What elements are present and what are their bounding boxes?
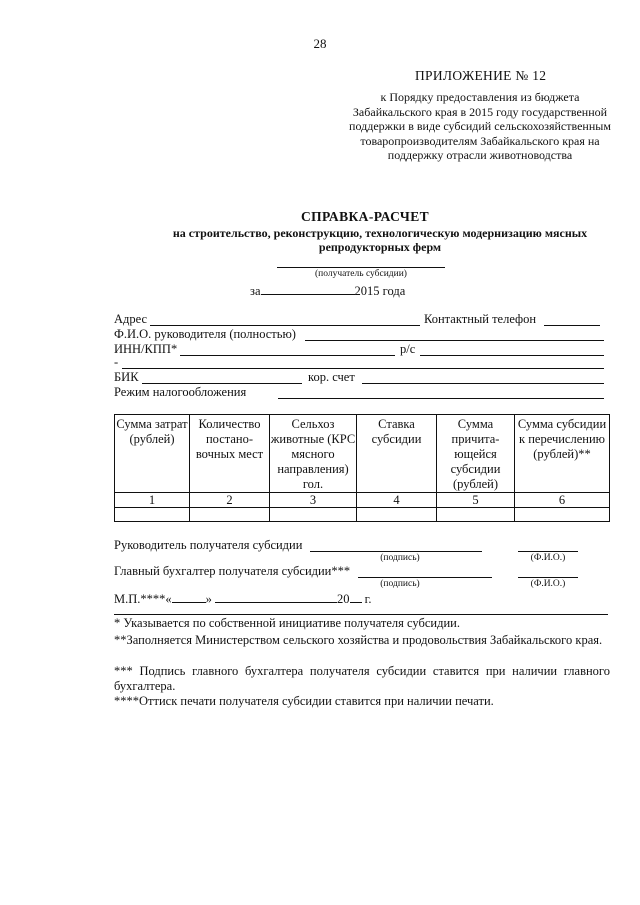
table-cell[interactable] (437, 508, 515, 522)
table-cell[interactable] (357, 508, 437, 522)
header-livestock: Сельхоз животные (КРС мясного направления) гол. (270, 415, 357, 493)
footnote-3: *** Подпись главного бухгалтера получателя субсидии ставится при наличии главного бухгалтера. (114, 664, 610, 693)
account-label: р/с (400, 342, 416, 356)
corr-account-label: кор. счет (308, 370, 355, 384)
head-name-input[interactable] (518, 551, 578, 552)
column-number: 6 (515, 493, 610, 508)
header-rate: Ставка субсидии (357, 415, 437, 493)
table-cell[interactable] (515, 508, 610, 522)
head-signature-input[interactable] (310, 551, 482, 552)
recipient-line[interactable] (277, 267, 445, 268)
inn-label: ИНН/КПП* (114, 342, 178, 356)
table-cell[interactable] (270, 508, 357, 522)
stamp-month-input[interactable] (215, 602, 337, 603)
document-title: СПРАВКА-РАСЧЕТ (300, 209, 430, 224)
table-cell[interactable] (190, 508, 270, 522)
footnote-4: ****Оттиск печати получателя субсидии ставится при наличии печати. (114, 694, 494, 708)
stamp-suffix: г. (364, 592, 372, 606)
column-number: 4 (357, 493, 437, 508)
period-prefix: за (250, 284, 261, 298)
accountant-name-caption: (Ф.И.О.) (530, 579, 566, 589)
period-input[interactable] (261, 294, 341, 295)
tax-regime-input[interactable] (278, 398, 604, 399)
footnote-1: * Указывается по собственной инициативе получателя субсидии. (114, 616, 460, 630)
column-number: 3 (270, 493, 357, 508)
column-number: 5 (437, 493, 515, 508)
address-label: Адрес (114, 312, 148, 326)
phone-label: Контактный телефон (424, 312, 537, 326)
page-number: 28 (313, 36, 327, 51)
bik-label: БИК (114, 370, 139, 384)
appendix-text: к Порядку предоставления из бюджета Забайкальского края в 2015 году государственной поддержки в виде субсидий сельскохозяйственным товаропроизводителям Забайкальского края на поддержку отрасли животноводства (349, 90, 611, 162)
accountant-signature-caption: (подпись) (380, 579, 420, 589)
accountant-name-input[interactable] (518, 577, 578, 578)
header-transfer-amount: Сумма субсидии к перечислению (рублей)** (515, 415, 610, 493)
inn-input[interactable] (180, 355, 395, 356)
head-signature-label: Руководитель получателя субсидии (114, 538, 303, 552)
stamp-year: 20 (337, 592, 350, 606)
column-number: 1 (115, 493, 190, 508)
stamp-row (114, 592, 372, 607)
period-suffix: 2015 года (354, 284, 406, 298)
bik-input[interactable] (142, 383, 302, 384)
stamp-prefix: М.П.****« (114, 592, 172, 606)
director-label: Ф.И.О. руководителя (полностью) (114, 327, 296, 341)
header-due-amount: Сумма причита-ющейся субсидии (рублей) (437, 415, 515, 493)
accountant-signature-input[interactable] (358, 577, 492, 578)
appendix-title: ПРИЛОЖЕНИЕ № 12 (415, 68, 547, 83)
table-number-row (115, 493, 610, 508)
stamp-day-input[interactable] (172, 602, 206, 603)
column-number: 2 (190, 493, 270, 508)
address-input[interactable] (150, 325, 420, 326)
period-row (250, 284, 405, 299)
account-input[interactable] (420, 355, 604, 356)
stamp-mid: » (205, 592, 212, 606)
accountant-signature-label: Главный бухгалтер получателя субсидии*** (114, 564, 351, 578)
table-cell[interactable] (115, 508, 190, 522)
header-expenses: Сумма затрат (рублей) (115, 415, 190, 493)
phone-input[interactable] (544, 325, 600, 326)
dash-label: - (114, 355, 119, 369)
table-header-row (115, 415, 610, 493)
footnote-2: **Заполняется Министерством сельского хозяйства и продовольствия Забайкальского края. (114, 633, 603, 647)
director-input[interactable] (305, 340, 604, 341)
header-places: Количество постано-вочных мест (190, 415, 270, 493)
document-subtitle: на строительство, реконструкцию, технологическую модернизацию мясных репродукторных ферм (172, 226, 588, 254)
tax-regime-label: Режим налогообложения (114, 385, 247, 399)
calculation-table (114, 414, 610, 522)
head-name-caption: (Ф.И.О.) (530, 553, 566, 563)
recipient-caption: (получатель субсидии) (315, 269, 407, 279)
table-row[interactable] (115, 508, 610, 522)
footnote-separator (114, 614, 608, 615)
stamp-year-input[interactable] (350, 602, 362, 603)
corr-account-input[interactable] (362, 383, 604, 384)
period-input-tail[interactable] (341, 294, 355, 295)
head-signature-caption: (подпись) (380, 553, 420, 563)
extra-input[interactable] (122, 368, 604, 369)
